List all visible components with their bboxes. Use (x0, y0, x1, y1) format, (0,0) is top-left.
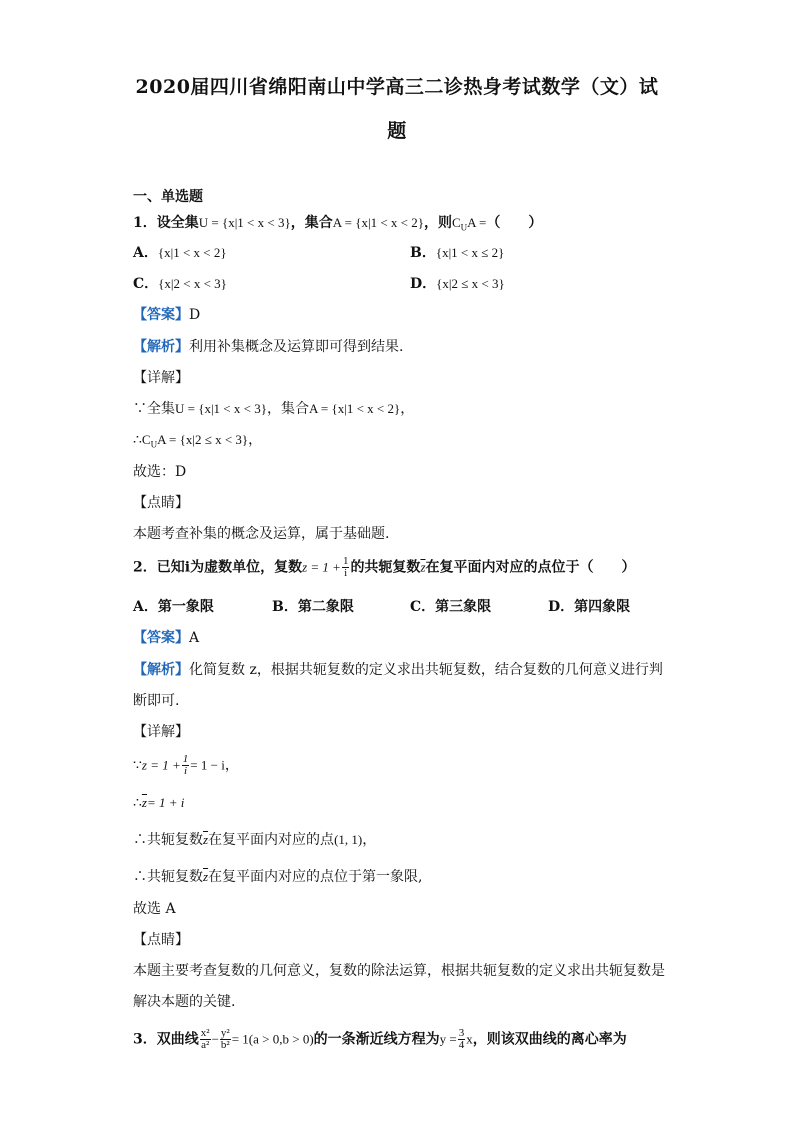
q2-option-b: B．第二象限 (272, 599, 354, 615)
q1-complement: $C_UA$ = (451, 215, 487, 233)
q1-option-d: D．{x|2 ≤ x < 3} (410, 276, 505, 292)
q2-detail-line3: ∴共轭复数$\overline{z}$在复平面内对应的点(1, 1)， (133, 832, 377, 848)
q1-comment: 本题考查补集的概念及运算，属于基础题. (133, 526, 390, 542)
q1-option-a: A．{x|1 < x < 2} (133, 245, 227, 261)
q2-comment-line1: 本题主要考查复数的几何意义，复数的除法运算，根据共轭复数的定义求出共轭复数是 (133, 963, 665, 979)
q1-answer: 【答案】D (133, 307, 201, 323)
q3-number: 3． (133, 1031, 157, 1048)
q1-set-a: A = {x|1 < x < 2} (332, 215, 424, 230)
q2-answer: 【答案】A (133, 630, 200, 646)
q2-analysis-line2: 断即可. (133, 693, 180, 709)
q2-option-c: C．第三象限 (410, 599, 492, 615)
q1-option-b: B．{x|1 < x ≤ 2} (410, 245, 505, 261)
section-heading: 一、单选题 (133, 189, 203, 205)
q2-stem: 2．已知i为虚数单位，复数z = 1 + $\frac{1}{i}$ 的共轭复数$\overline{z}$在复平面内对应的点位于（ ） (133, 555, 636, 579)
q1-set-u: U = {x|1 < x < 3} (198, 215, 291, 230)
q2-option-a: A．第一象限 (133, 599, 214, 615)
q2-detail-line5: 故选 A (133, 901, 176, 917)
q1-detail-line1: ∵全集U = {x|1 < x < 3}，集合A = {x|1 < x < 2}， (133, 401, 415, 417)
q1-detail-heading: 【详解】 (133, 370, 189, 386)
q1-number: 1． (133, 215, 157, 231)
q2-detail-line4: ∴共轭复数$\overline{z}$在复平面内对应的点位于第一象限, (133, 869, 423, 885)
document-title-line1: 2020届四川省绵阳南山中学高三二诊热身考试数学（文）试 (135, 76, 659, 98)
q2-comment-line2: 解决本题的关键. (133, 994, 236, 1010)
document-title-line2: 题 (387, 120, 407, 142)
q3-stem: 3．双曲线 $\frac{\text{x²}}{\text{a²}}$ − $\frac{\text{y²}}{\text{b²}}$ = 1(a > 0,b > 0)的一条渐近线方程为y = $\frac{3}{4}$ x，则该双曲线的离心率为 (133, 1027, 627, 1051)
q2-comment-heading: 【点睛】 (133, 932, 189, 948)
q1-option-c: C．{x|2 < x < 3} (133, 276, 227, 292)
q2-analysis-line1: 【解析】化简复数 z，根据共轭复数的定义求出共轭复数，结合复数的几何意义进行判 (133, 662, 663, 678)
q2-detail-line2: $\therefore\overline{z}= 1 + i$ (133, 795, 185, 811)
q2-detail-heading: 【详解】 (133, 724, 189, 740)
q1-analysis: 【解析】利用补集概念及运算即可得到结果. (133, 339, 404, 355)
q2-number: 2． (133, 559, 157, 576)
q1-detail-line3: 故选：D (133, 464, 187, 480)
q1-comment-heading: 【点睛】 (133, 495, 189, 511)
q2-option-d: D．第四象限 (548, 599, 631, 615)
q1-stem: 1．设全集U = {x|1 < x < 3}，集合A = {x|1 < x < 2}，则$C_UA$ =（ ） (133, 215, 543, 233)
q2-detail-line1: ∵z = 1 + $\frac{1}{i}$ = 1 − i， (133, 753, 239, 777)
q1-detail-line2: $\therefore C_UA = \{x|2 \le x < 3\}$， (133, 432, 263, 450)
